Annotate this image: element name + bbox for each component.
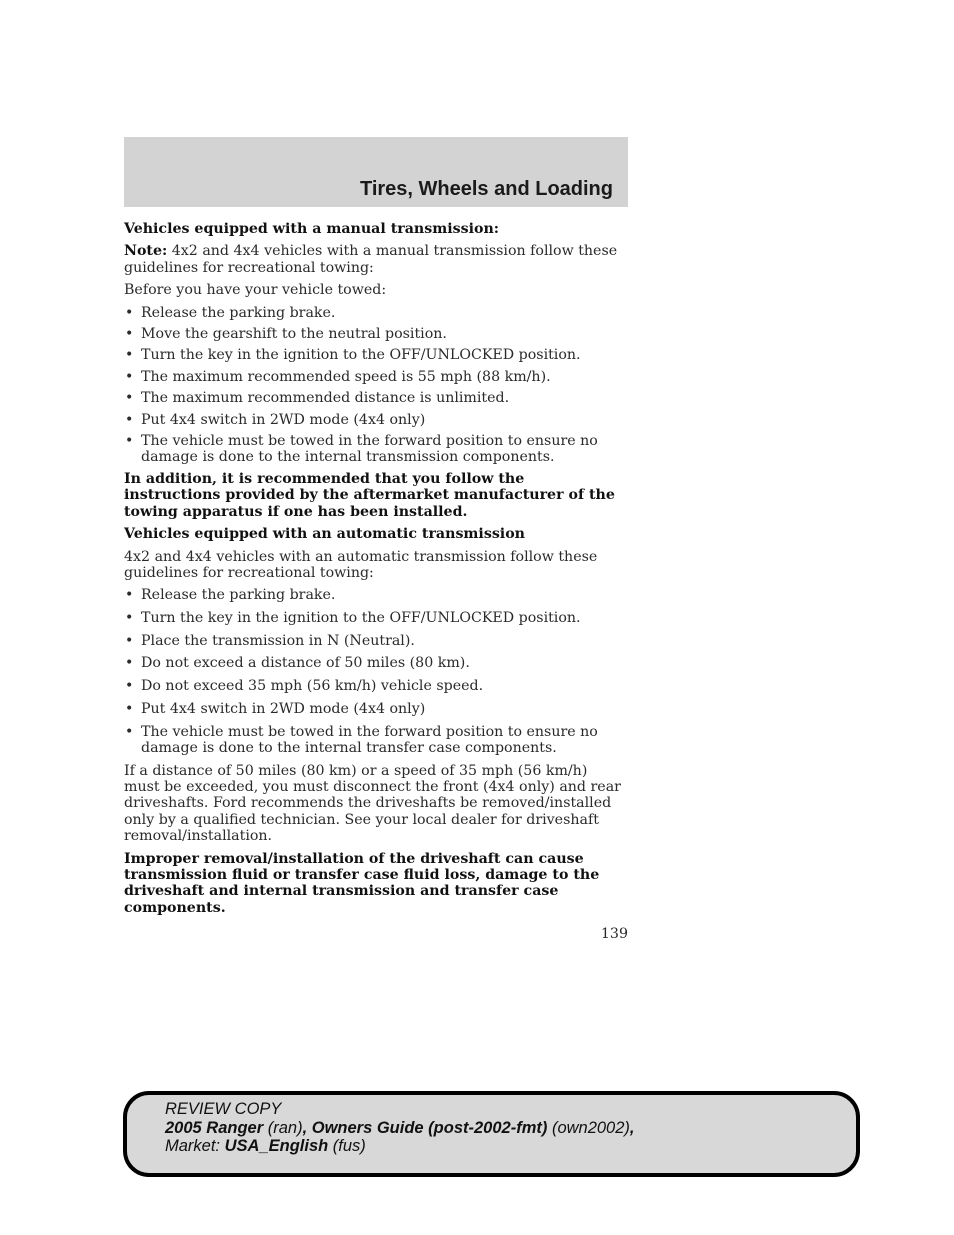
list-item-text: Release the parking brake. bbox=[141, 304, 336, 321]
list-item-text: The maximum recommended speed is 55 mph (88 km/h). bbox=[141, 368, 551, 385]
manual-heading: Vehicles equipped with a manual transmission: bbox=[124, 221, 499, 237]
manual-steps-list bbox=[124, 305, 624, 466]
list-item bbox=[124, 678, 624, 694]
list-item bbox=[124, 369, 624, 385]
bullet-icon: • bbox=[125, 632, 134, 649]
bullet-icon: • bbox=[125, 700, 134, 717]
list-item-text: The vehicle must be towed in the forward position to ensure no damage is done to the internal transmission components. bbox=[141, 433, 598, 466]
list-item bbox=[124, 326, 624, 342]
list-item bbox=[124, 433, 624, 466]
review-footer bbox=[123, 1091, 860, 1177]
manual-intro: Before you have your vehicle towed: bbox=[124, 282, 387, 299]
list-item bbox=[124, 610, 624, 626]
list-item bbox=[124, 412, 624, 428]
model-code: (ran) bbox=[263, 1118, 303, 1137]
guide-name: Owners Guide (post-2002-fmt) bbox=[311, 1118, 548, 1137]
market-name: USA_English bbox=[224, 1137, 329, 1155]
list-item bbox=[124, 633, 624, 649]
list-item-text: Turn the key in the ignition to the OFF/UNLOCKED position. bbox=[141, 347, 581, 364]
list-item-text: Release the parking brake. bbox=[141, 587, 336, 604]
bullet-icon: • bbox=[125, 390, 134, 407]
list-item bbox=[124, 305, 624, 321]
separator: , bbox=[629, 1118, 635, 1137]
list-item-text: Put 4x4 switch in 2WD mode (4x4 only) bbox=[141, 411, 426, 428]
footer-market-line bbox=[165, 1137, 635, 1156]
note-label: Note: bbox=[124, 243, 168, 260]
list-item bbox=[124, 655, 624, 671]
list-item bbox=[124, 390, 624, 406]
list-item-text: Move the gearshift to the neutral position. bbox=[141, 326, 447, 343]
list-item-text: Do not exceed a distance of 50 miles (80 km). bbox=[141, 655, 470, 672]
automatic-steps-list bbox=[124, 587, 624, 756]
separator: , bbox=[302, 1118, 312, 1137]
list-item-text: The maximum recommended distance is unlimited. bbox=[141, 390, 510, 407]
bullet-icon: • bbox=[125, 411, 134, 428]
driveshaft-warning: Improper removal/installation of the driveshaft can cause transmission fluid or transfer case fluid loss, damage to the driveshaft and internal transmission and transfer case components. bbox=[124, 850, 600, 916]
automatic-heading: Vehicles equipped with an automatic transmission bbox=[124, 526, 525, 543]
bullet-icon: • bbox=[125, 655, 134, 672]
bullet-icon: • bbox=[125, 610, 134, 627]
bullet-icon: • bbox=[125, 678, 134, 695]
list-item-text: Turn the key in the ignition to the OFF/UNLOCKED position. bbox=[141, 610, 581, 627]
list-item-text: Put 4x4 switch in 2WD mode (4x4 only) bbox=[141, 700, 426, 717]
list-item bbox=[124, 701, 624, 717]
footer-text bbox=[165, 1100, 635, 1156]
bullet-icon: • bbox=[125, 723, 134, 740]
list-item bbox=[124, 724, 624, 757]
list-item bbox=[124, 347, 624, 363]
bullet-icon: • bbox=[125, 347, 134, 364]
list-item-text: Place the transmission in N (Neutral). bbox=[141, 632, 415, 649]
note-text: 4x2 and 4x4 vehicles with a manual transmission follow these guidelines for recreational towing: bbox=[124, 243, 618, 276]
bullet-icon: • bbox=[125, 304, 134, 321]
guide-code: (own2002) bbox=[547, 1118, 630, 1137]
section-title: Tires, Wheels and Loading bbox=[359, 178, 613, 200]
page-content bbox=[124, 221, 624, 922]
list-item-text: The vehicle must be towed in the forward position to ensure no damage is done to the internal transfer case components. bbox=[141, 723, 598, 756]
section-header-band bbox=[124, 137, 628, 207]
page-number: 139 bbox=[600, 926, 628, 942]
bullet-icon: • bbox=[125, 587, 134, 604]
bullet-icon: • bbox=[125, 368, 134, 385]
list-item-text: Do not exceed 35 mph (56 km/h) vehicle speed. bbox=[141, 678, 484, 695]
bullet-icon: • bbox=[125, 433, 134, 450]
review-copy-label: REVIEW COPY bbox=[165, 1100, 282, 1118]
automatic-intro: 4x2 and 4x4 vehicles with an automatic transmission follow these guidelines for recreational towing: bbox=[124, 548, 598, 581]
market-code: (fus) bbox=[328, 1137, 366, 1155]
list-item bbox=[124, 587, 624, 603]
driveshaft-paragraph: If a distance of 50 miles (80 km) or a speed of 35 mph (56 km/h) must be exceeded, you must disconnect the front (4x4 only) and rear driveshafts. Ford recommends the driveshafts be removed/installed only by a qualified technician. See your local dealer for driveshaft removal/installation. bbox=[124, 762, 621, 845]
manual-warning: In addition, it is recommended that you follow the instructions provided by the aftermarket manufacturer of the towing apparatus if one has been installed. bbox=[124, 470, 615, 520]
footer-model-line bbox=[165, 1119, 635, 1138]
bullet-icon: • bbox=[125, 326, 134, 343]
model-name: 2005 Ranger bbox=[165, 1118, 264, 1137]
market-label: Market: bbox=[165, 1137, 225, 1155]
manual-note bbox=[124, 243, 624, 276]
